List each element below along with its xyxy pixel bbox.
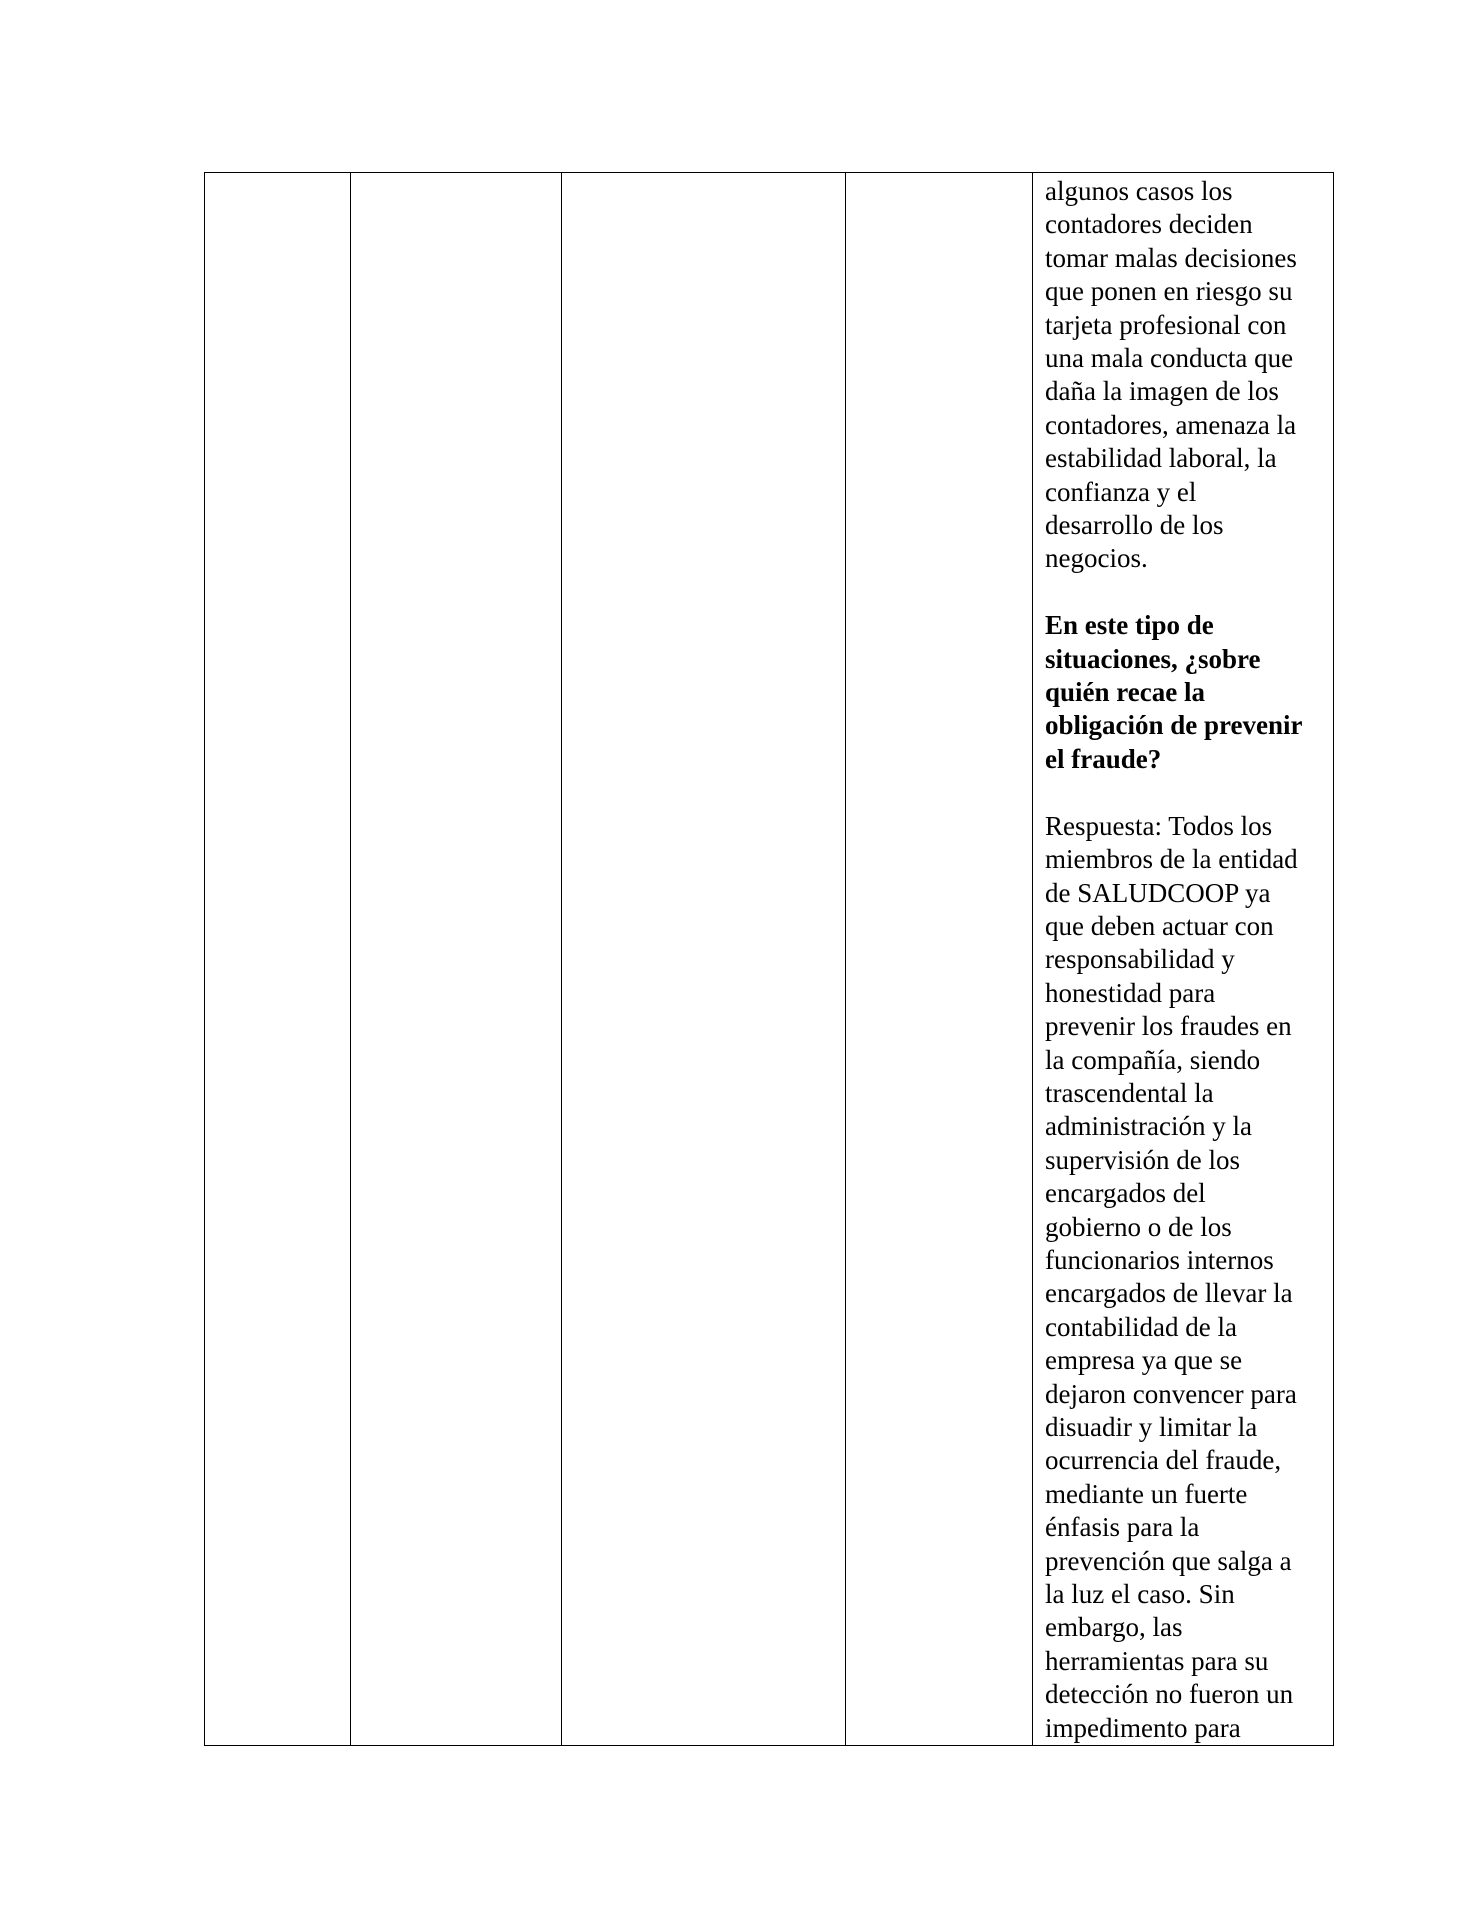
text-line: supervisión de los [1045,1144,1240,1175]
document-table [204,172,1334,1746]
answer-paragraph [1045,810,1323,1745]
text-line: daña la imagen de los [1045,376,1279,407]
text-line: responsabilidad y [1045,944,1235,975]
text-line: que ponen en riesgo su [1045,276,1293,307]
text-line: funcionarios internos [1045,1244,1274,1275]
text-line: el fraude? [1045,743,1162,774]
text-line: tomar malas decisiones [1045,242,1297,273]
text-line: estabilidad laboral, la [1045,443,1277,474]
text-line: administración y la [1045,1111,1252,1142]
question-heading [1045,609,1323,776]
text-line: desarrollo de los [1045,510,1224,541]
text-line: tarjeta profesional con [1045,309,1287,340]
table-row [205,173,1334,1746]
paragraph-context [1045,175,1323,576]
text-line: Respuesta: Todos los [1045,810,1273,841]
text-line: que deben actuar con [1045,910,1274,941]
paragraph-spacer [1045,576,1323,609]
text-line: herramientas para su [1045,1645,1269,1676]
text-line: prevención que salga a [1045,1545,1292,1576]
text-line: encargados del [1045,1178,1206,1209]
text-line: mediante un fuerte [1045,1478,1248,1509]
text-line: énfasis para la [1045,1512,1200,1543]
text-line: la luz el caso. Sin [1045,1579,1235,1610]
text-line: En este tipo de [1045,610,1214,641]
text-line: empresa ya que se [1045,1345,1243,1376]
text-line: contadores deciden [1045,209,1253,240]
text-line: de SALUDCOOP ya [1045,877,1271,908]
text-line: obligación de prevenir [1045,710,1303,741]
text-line: negocios. [1045,543,1148,574]
text-line: trascendental la [1045,1077,1214,1108]
text-line: dejaron convencer para [1045,1378,1297,1409]
text-line: quién recae la [1045,677,1205,708]
text-line: la compañía, siendo [1045,1044,1261,1075]
text-line: una mala conducta que [1045,343,1294,374]
text-line: gobierno o de los [1045,1211,1232,1242]
table-cell-1 [205,173,351,1746]
table-cell-5 [1033,173,1334,1746]
text-line: embargo, las [1045,1612,1183,1643]
text-line: situaciones, ¿sobre [1045,643,1261,674]
text-line: prevenir los fraudes en [1045,1011,1292,1042]
table-cell-4 [846,173,1033,1746]
text-line: impedimento para [1045,1712,1241,1743]
text-line: detección no fueron un [1045,1679,1294,1710]
text-line: disuadir y limitar la [1045,1412,1258,1442]
cell-text-block [1033,173,1333,1745]
table-cell-3 [562,173,846,1746]
table-cell-2 [351,173,562,1746]
text-line: contadores, amenaza la [1045,409,1297,440]
text-line: confianza y el [1045,476,1197,507]
text-line: ocurrencia del fraude, [1045,1445,1282,1476]
text-line: algunos casos los [1045,176,1233,206]
text-line: encargados de llevar la [1045,1278,1293,1309]
paragraph-spacer [1045,776,1323,809]
text-line: honestidad para [1045,977,1216,1008]
text-line: contabilidad de la [1045,1311,1237,1342]
text-line: miembros de la entidad [1045,844,1298,875]
